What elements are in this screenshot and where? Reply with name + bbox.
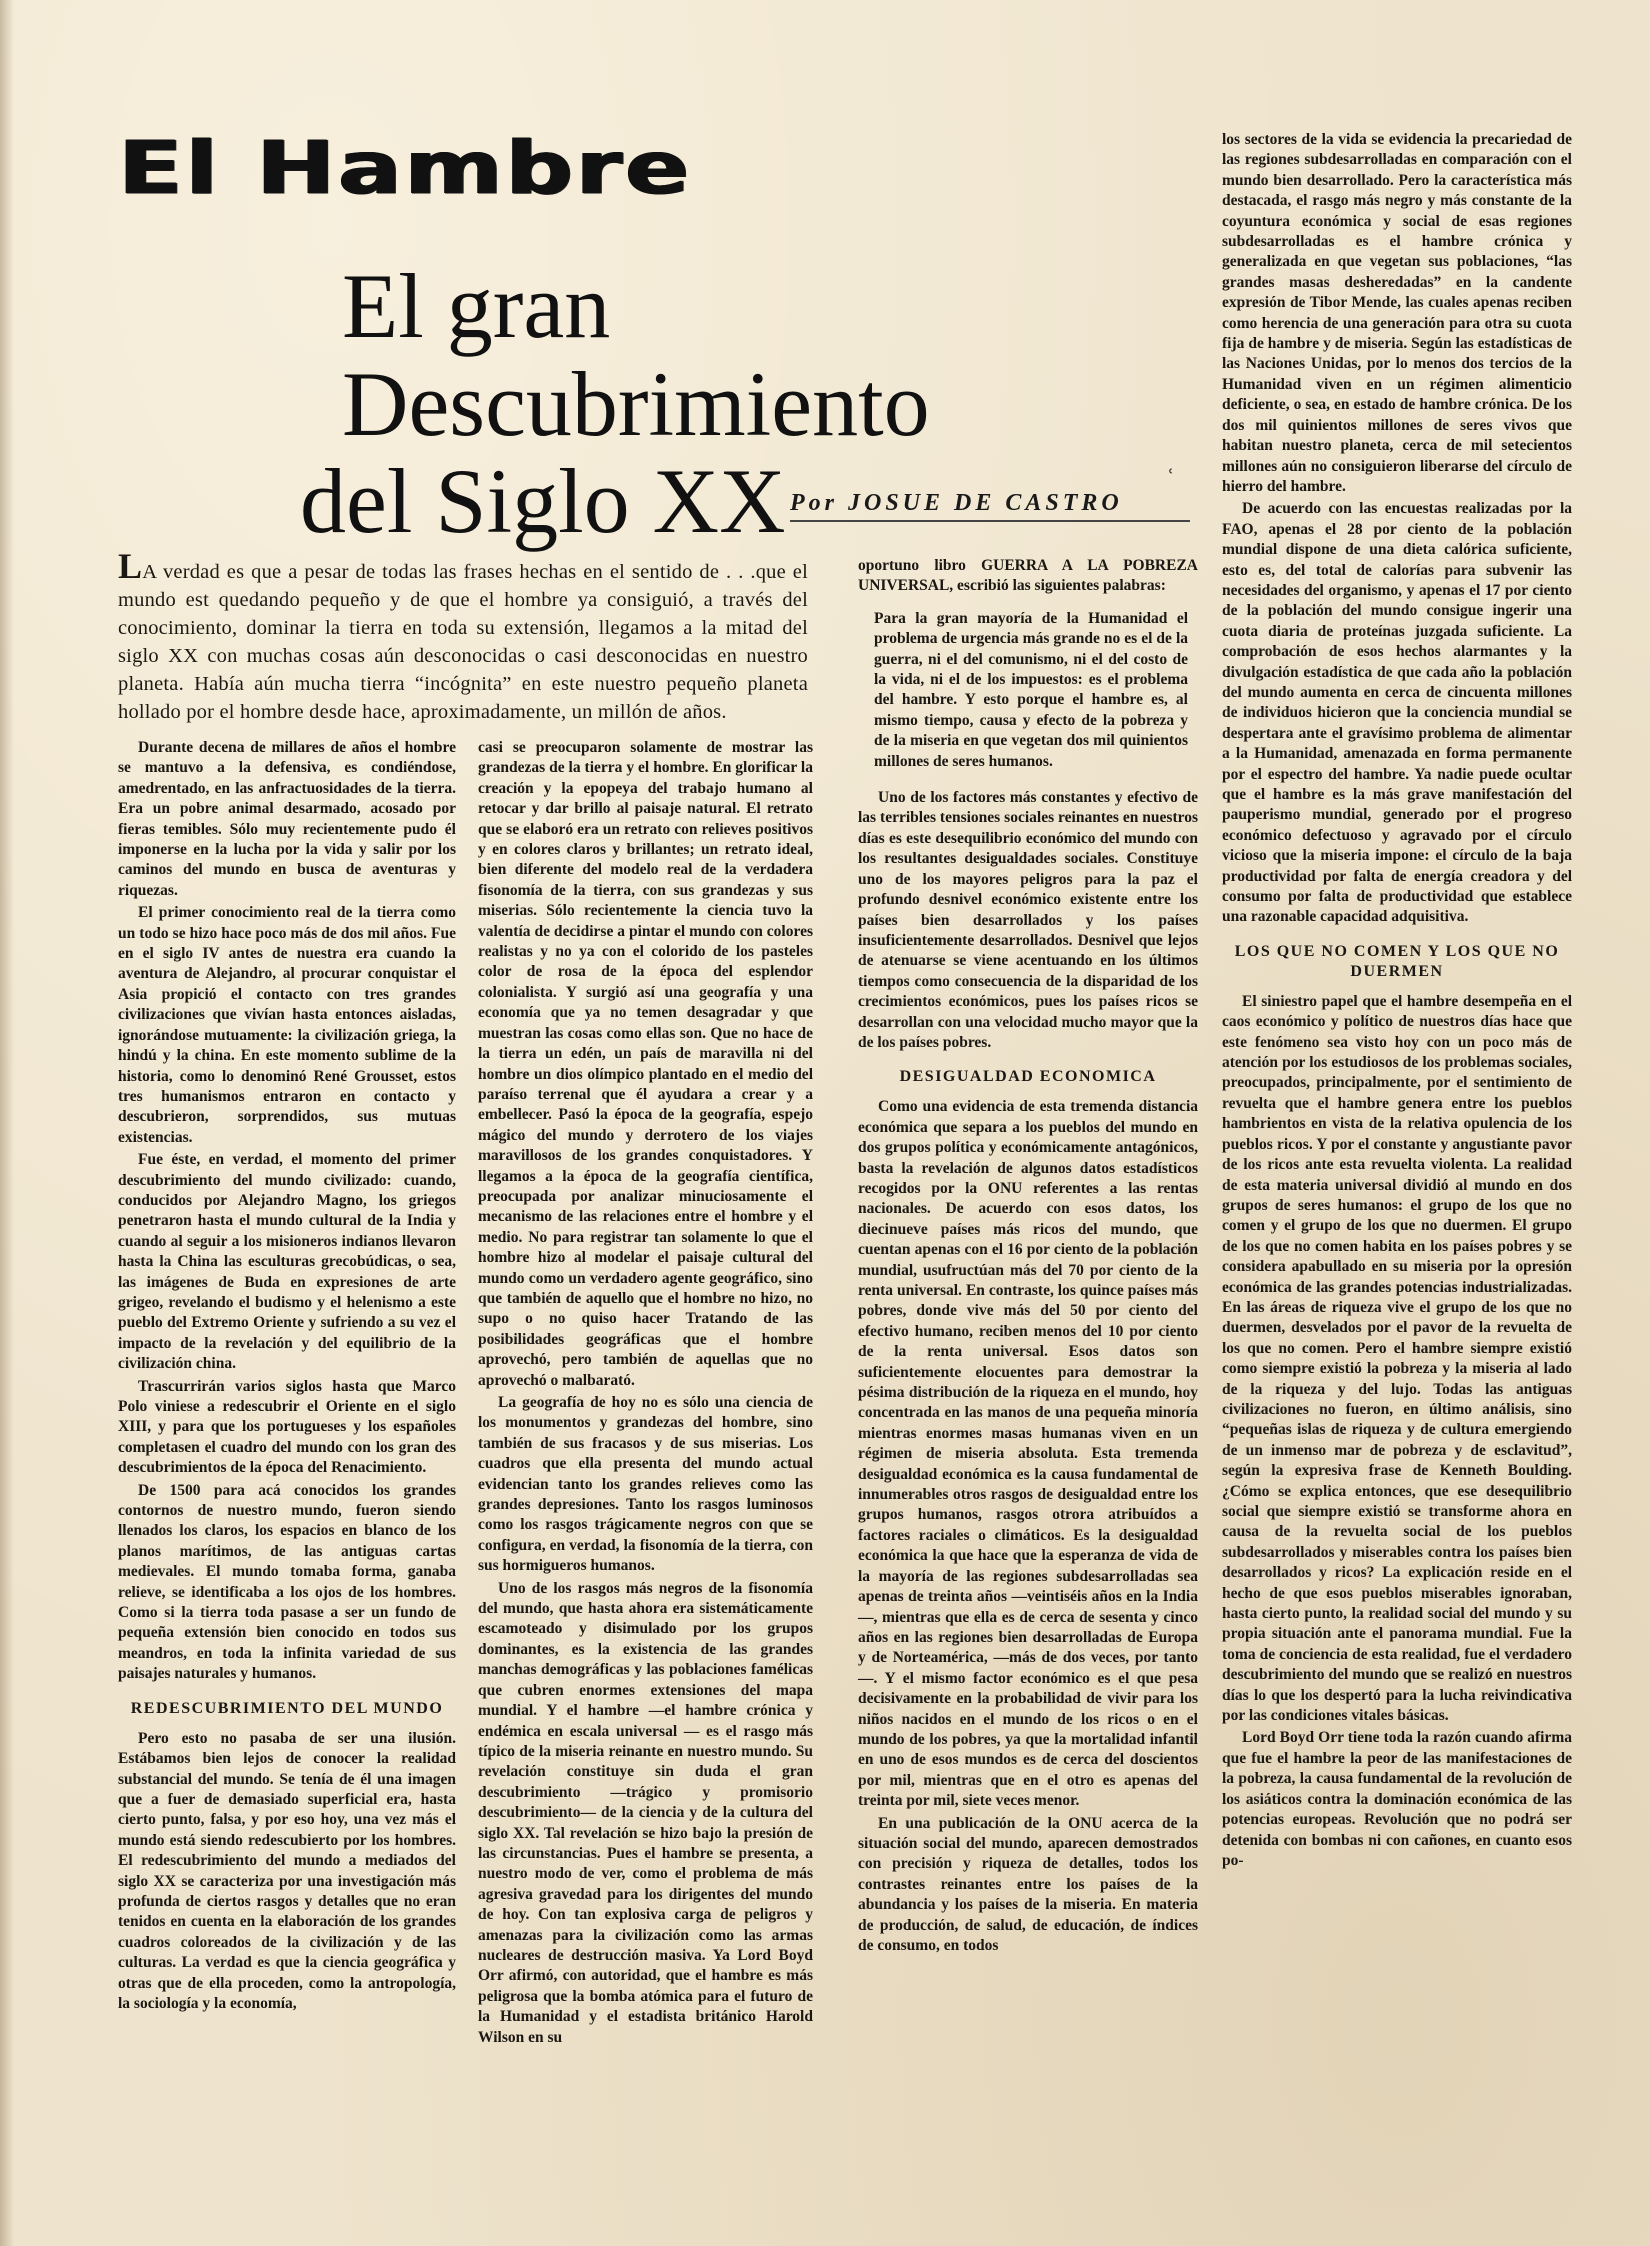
lede-paragraph bbox=[118, 546, 808, 726]
paragraph: Uno de los rasgos más negros de la fisonomía del mundo, que hasta ahora era sistemáticamente escamoteado y disimulado por los grupos dominantes, es la existencia de las grandes manchas demográficas y las poblaciones famélicas que cubren enormes extensiones del mapa mundial. Y el hambre —el hambre crónica y endémica en escala universal — es el rasgo más típico de la miseria reinante en nuestro mundo. Su revelación constituye sin duda el gran descubrimiento —trágico y promisorio descubrimiento— de la ciencia y de la cultura del siglo XX. Tal revelación se hizo bajo la presión de las circunstancias. Pues el hambre se presenta, a nuestro modo de ver, como el problema de más agresiva gravedad para los dirigentes del mundo de hoy. Con tan explosiva carga de peligros y amenazas para la civilización como las armas nucleares de destrucción masiva. Ya Lord Boyd Orr afirmó, con autoridad, que el hambre es más peligrosa que la bomba atómica para el futuro de la Humanidad y el estadista británico Harold Wilson en su bbox=[478, 1579, 813, 2046]
drop-cap: L bbox=[118, 546, 143, 586]
quote-text: Para la gran mayoría de la Humanidad el problema de urgencia más grande no es el de la guerra, ni el del comunismo, ni el del costo de la vida, ni el de los impuestos: es el problema del hambre. Y esto porque el hambre es, al mismo tiempo, causa y efecto de la pobreza y de la miseria en que vegetan dos mil quinientos millones de seres humanos. bbox=[874, 609, 1188, 770]
paragraph: Fue éste, en verdad, el momento del primer descubrimiento del mundo civilizado: cuando, conducidos por Alejandro Magno, los griegos penetraron hasta el mundo cultural de la India y cuando al seguir a los misioneros indianos llevaron hasta la China las esculturas grecobúdicas, o sea, las imágenes de Buda en expresiones de arte grigeo, revelando el budismo y el helenismo a este pueblo del Extremo Oriente y sufriendo a su vez el impacto de la revelación y del equilibrio de la civilización china. bbox=[118, 1151, 456, 1373]
column-1 bbox=[118, 738, 456, 2014]
paragraph: Pero esto no pasaba de ser una ilusión. Estábamos bien lejos de conocer la realidad substancial del mundo. Se tenía de él una imagen que a fuer de demasiado superficial era, hasta cierto punto, falsa, y por eso hoy, una vez más el mundo está siendo redescubierto por los hombres. El redescubrimiento del mundo a mediados del siglo XX se caracteriza por una investigación más profunda de ciertos rasgos y detalles que no eran tenidos en cuenta en la elaboración de los grandes cuadros coloreados de la civilización y de las culturas. La verdad es que la ciencia geográfica y otras que de ella proceden, como la antropología, la sociología y la economía, bbox=[118, 1729, 456, 2012]
column-3 bbox=[858, 556, 1198, 1956]
paragraph: De acuerdo con las encuestas realizadas por la FAO, apenas el 28 por ciento de la población mundial dispone de una dieta calórica suficiente, esto es, del total de calorías para subvenir las necesidades del organismo, y apenas el 17 por ciento de la población del mundo consigue ingerir una cuota diaria de proteínas juzgada suficiente. La comprobación de esos hechos alarmantes y la divulgación estadística de que cada año la población del mundo aumenta en cerca de cincuenta millones de individuos hicieron que la conciencia mundial se despertara ante el gravísimo problema de alimentar a la Humanidad, amenazada en forma permanente por el espectro del hambre. Ya nadie puede ocultar que el hambre es la más grave manifestación del pauperismo mundial, generado por el progreso económico defectuoso y agravado por el círculo vicioso que la miseria impone: el círculo de la baja productividad por falta de energía creadora y del consumo por falta de productividad que establece una razonable capacidad adquisitiva. bbox=[1222, 500, 1572, 926]
paragraph: casi se preocuparon solamente de mostrar las grandezas de la tierra y el hombre. En glorificar la creación y la epopeya del trabajo humano al retocar y dar brillo al paisaje natural. El retrato que se elaboró era un retrato con relieves positivos y en colores claros y brillantes; un retrato ideal, bien diferente del modelo real de la verdadera fisonomía de la tierra, con sus grandezas y sus miserias. Sólo recientemente la ciencia tuvo la valentía de decidirse a pintar el mundo con colores realistas y no ya con el colorido de los pasteles color de rosa de la época del esplendor colonialista. Y surgió así una geografía y una economía que ya no temen desagradar y que muestran las cosas como ellas son. Que no hace de la tierra un edén, un país de maravilla ni del hombre un dios olímpico plantado en el medio del paraíso terrenal que él ayudara a crear y a embellecer. Pasó la época de la geografía, espejo mágico del mundo y derrotero de los viajes maravillosos de los grandes conquistadores. Y llegamos a la época de la geografía científica, preocupada por analizar minuciosamente el mecanismo de las relaciones entre el hombre y el medio. No para registrar tan solamente lo que el hombre hizo al modelar el paisaje cultural del mundo como un verdadero agente geográfico, sino que también de aquello que el hombre no hizo, no supo o no quiso hacer Tratando de las posibilidades geográficas que el hombre aprovechó, pero también de aquellas que no aprovechó o malbarató. bbox=[478, 739, 813, 1389]
page-edge-shadow bbox=[0, 0, 14, 2246]
column-2 bbox=[478, 738, 813, 2048]
headline-line-1: El gran Descubrimiento bbox=[342, 255, 930, 455]
paragraph: De 1500 para acá conocidos los grandes contornos de nuestro mundo, fueron siendo llenados los claros, los espacios en blanco de los planos marítimos, de las antiguas cartas medievales. El mundo tomaba forma, ganaba relieve, se identificaba a los ojos de los hombres. Como si la tierra toda pasase a ser un fundo de pequeña extensión bien conocido en todos sus meandros, en toda la infinita variedad de sus paisajes naturales y humanos. bbox=[118, 1481, 456, 1683]
paragraph: Trascurrirán varios siglos hasta que Marco Polo viniese a redescubrir el Oriente en el siglo XIII, y para que los portugueses y los españoles completasen el cuadro del mundo con los gran des descubrimientos de la época del Renacimiento. bbox=[118, 1377, 456, 1477]
paragraph: Como una evidencia de esta tremenda distancia económica que separa a los pueblos del mundo en dos grupos política y económicamente antagónicos, basta la revelación de algunos datos estadísticos recogidos por la ONU referentes a las rentas nacionales. De acuerdo con esos datos, los diecinueve países más ricos del mundo, que cuentan apenas con el 16 por ciento de la población mundial, usufructúan más del 70 por ciento de la renta universal. En contraste, los quince países más pobres, donde vive más del 50 por ciento del efectivo humano, reciben menos del 10 por ciento de la renta universal. Esos datos son suficientemente elocuentes para demostrar la pésima distribución de la riqueza en el mundo, hoy concentrada en las manos de una pequeña minoría mientras enormes masas humanas viven en un régimen de miseria absoluta. Esta tremenda desigualdad económica es la causa fundamental de innumerables otros rasgos de desigualdad entre los grupos humanos, rasgos otrora atribuídos a factores raciales o climáticos. Es la desigualdad económica la que hace que la esperanza de vida de la mayoría de las regiones subdesarrolladas sea apenas de treinta años —veintiséis años en la India—, mientras que ella es de cerca de sesenta y cinco años en las regiones bien desarrolladas de Europa y de Norteamérica, —más de dos veces, por tanto—. Y el mismo factor económico es el que pesa decisivamente en la probabilidad de vivir para los niños nacidos en el mundo de los ricos o en el mundo de los pobres, ya que la mortalidad infantil en uno de esos mundos es de cerca del doscientos por mil, mientras que en el otro es apenas del treinta por mil, siete veces menor. bbox=[858, 1098, 1198, 1810]
column-4 bbox=[1222, 130, 1572, 1871]
paragraph: oportuno libro GUERRA A LA POBREZA UNIVERSAL, escribió las siguientes palabras: bbox=[858, 557, 1198, 595]
paragraph: La geografía de hoy no es sólo una ciencia de los monumentos y grandezas del hombre, sino también de sus fracasos y de sus miserias. Los cuadros que ella presenta del mundo actual evidencian tanto los grandes relieves como las grandes depresiones. Tanto los rasgos luminosos como los rasgos trágicamente negros con que se configura, en verdad, la fisonomía de la tierra, con sus hormigueros humanos. bbox=[478, 1394, 813, 1575]
byline: Por JOSUE DE CASTRO bbox=[790, 490, 1123, 516]
printer-mark: ʿ bbox=[1168, 464, 1175, 488]
block-quote bbox=[858, 609, 1198, 772]
paragraph: El siniestro papel que el hambre desempeña en el caos económico y político de nuestros días hace que este fenómeno sea visto hoy con un poco más de atención por los estudiosos de los problemas sociales, preocupados, principalmente, por el sentimiento de revuelta que el hambre genera entre los pueblos hambrientos en vista de la relativa opulencia de los pueblos ricos. Y por el constante y angustiante pavor de los ricos ante esta revuelta violenta. La realidad de esta materia universal dividió al mundo en dos grupos de seres humanos: el grupo de los que no comen y el grupo de los que no duermen. El grupo de los que no comen habita en los países pobres y se considera apabullado en su miseria por la opresión económica de las grandes potencias industrializadas. En las áreas de riqueza vive el grupo de los que no duermen, desvelados por el pavor de la revuelta de los que no comen. Pero el hambre siempre existió como siempre existió la pobreza y la miseria al lado de la riqueza y del lujo. Todas las antiguas civilizaciones no fueron, en último análisis, sino “pequeñas islas de riqueza y de cultura emergiendo de un inmenso mar de pobreza y de esclavitud”, según la expresiva frase de Kenneth Boulding. ¿Cómo se explica entonces, que ese desequilibrio social que siempre existió se transforme ahora en causa de la revuelta social de los pueblos subdesarrollados y miserables contra los países bien desarrollados y ricos? La explicación reside en el hecho de que esos pueblos miserables ignoraban, hasta cierto punto, la realidad social del mundo y su propia situación ante el panorama mundial. Fue la toma de conciencia de esta realidad, fue el verdadero descubrimiento del mundo que se realizó en nuestros días lo que los despertó para la lucha reivindicativa por las condiciones vitales básicas. bbox=[1222, 992, 1572, 1725]
subheading: DESIGUALDAD ECONOMICA bbox=[899, 1068, 1157, 1086]
paragraph: Uno de los factores más constantes y efectivo de las terribles tensiones sociales reinantes en nuestros días es este desequilibrio económico del mundo con los resultantes desigualdades sociales. Constituye uno de los mayores peligros para la paz el profundo desnivel económico existente entre los países bien desarrollados y los países insuficientemente desarrollados. Desnivel que lejos de atenuarse se viene acentuando en los últimos tiempos como consecuencia de la disparidad de los crecimientos económicos, pues los países ricos se desarrollan con una velocidad mucho mayor que la de los países pobres. bbox=[858, 789, 1198, 1051]
paragraph: En una publicación de la ONU acerca de la situación social del mundo, aparecen demostrados con precisión y riqueza de detalles, todos los contrastes reinantes entre los países de la abundancia y los países de la miseria. En materia de producción, de salud, de educación, de índices de consumo, en todos bbox=[858, 1814, 1198, 1954]
headline-line-2: del Siglo XX bbox=[300, 450, 786, 553]
lede-text: A verdad es que a pesar de todas las frases hechas en el sentido de . . .que el mundo est quedando pequeño y de que el hombre ya consiguió, a través del conocimiento, dominar la tierra en toda su extensión, llegamos a la mitad del siglo XX con muchas cosas aún desconocidas o casi desconocidas en nuestro planeta. Había aún mucha tierra “incógnita” en este nuestro pequeño planeta hollado por el hombre desde hace, aproximadamente, un millón de años. bbox=[118, 561, 808, 723]
paragraph: Lord Boyd Orr tiene toda la razón cuando afirma que fue el hambre la peor de las manifestaciones de la pobreza, la causa fundamental de la revolución de los asiáticos contra la dominación económica de las potencias europeas. Revolución que no podrá ser detenida con bombas ni con cañones, en cuanto esos po- bbox=[1222, 1729, 1572, 1869]
subheading: LOS QUE NO COMEN Y LOS QUE NO DUERMEN bbox=[1234, 942, 1560, 980]
subheading: REDESCUBRIMIENTO DEL MUNDO bbox=[130, 1699, 444, 1717]
masthead: El Hambre bbox=[118, 125, 692, 211]
paragraph: El primer conocimiento real de la tierra como un todo se hizo hace poco más de dos mil años. Fue en el siglo IV antes de nuestra era cuando la aventura de Alejandro, al procurar conquistar el Asia propició el contacto con tres grandes civilizaciones que vivían hasta entonces aisladas, ignorándose mutuamente: la civilización griega, la hindú y la china. En este momento sublime de la historia, como lo denominó René Grousset, estos tres humanismos entraron en contacto y descubrieron, sorprendidos, sus mutuas existencias. bbox=[118, 904, 456, 1146]
paragraph: los sectores de la vida se evidencia la precariedad de las regiones subdesarrolladas en comparación con el mundo bien desarrollado. Pero la característica más destacada, el rasgo más negro y más constante de la coyuntura económica y social de esas regiones subdesarrolladas es el hambre crónica y generalizada en que vegetan sus poblaciones, “las grandes masas desheredadas” en la candente expresión de Tibor Mende, las cuales apenas reciben como herencia de una generación para otra su cuota fija de hambre y de miseria. Según las estadísticas de las Naciones Unidas, por lo menos dos tercios de la Humanidad viven en un régimen alimenticio deficiente, o sea, en estado de hambre crónica. De los dos mil quinientos millones de seres vivos que habitan nuestro planeta, cerca de mil setecientos millones aún no consiguieron liberarse del círculo de hierro del hambre. bbox=[1222, 131, 1572, 495]
byline-rule bbox=[790, 520, 1190, 522]
paragraph: Durante decena de millares de años el hombre se mantuvo a la defensiva, es condiéndose, amedrentado, en las anfractuosidades de la tierra. Era un pobre animal desarmado, acosado por fieras temibles. Sólo muy recientemente pudo él imponerse en la lucha por la vida y salir por los caminos del mundo en busca de aventuras y riquezas. bbox=[118, 739, 456, 899]
